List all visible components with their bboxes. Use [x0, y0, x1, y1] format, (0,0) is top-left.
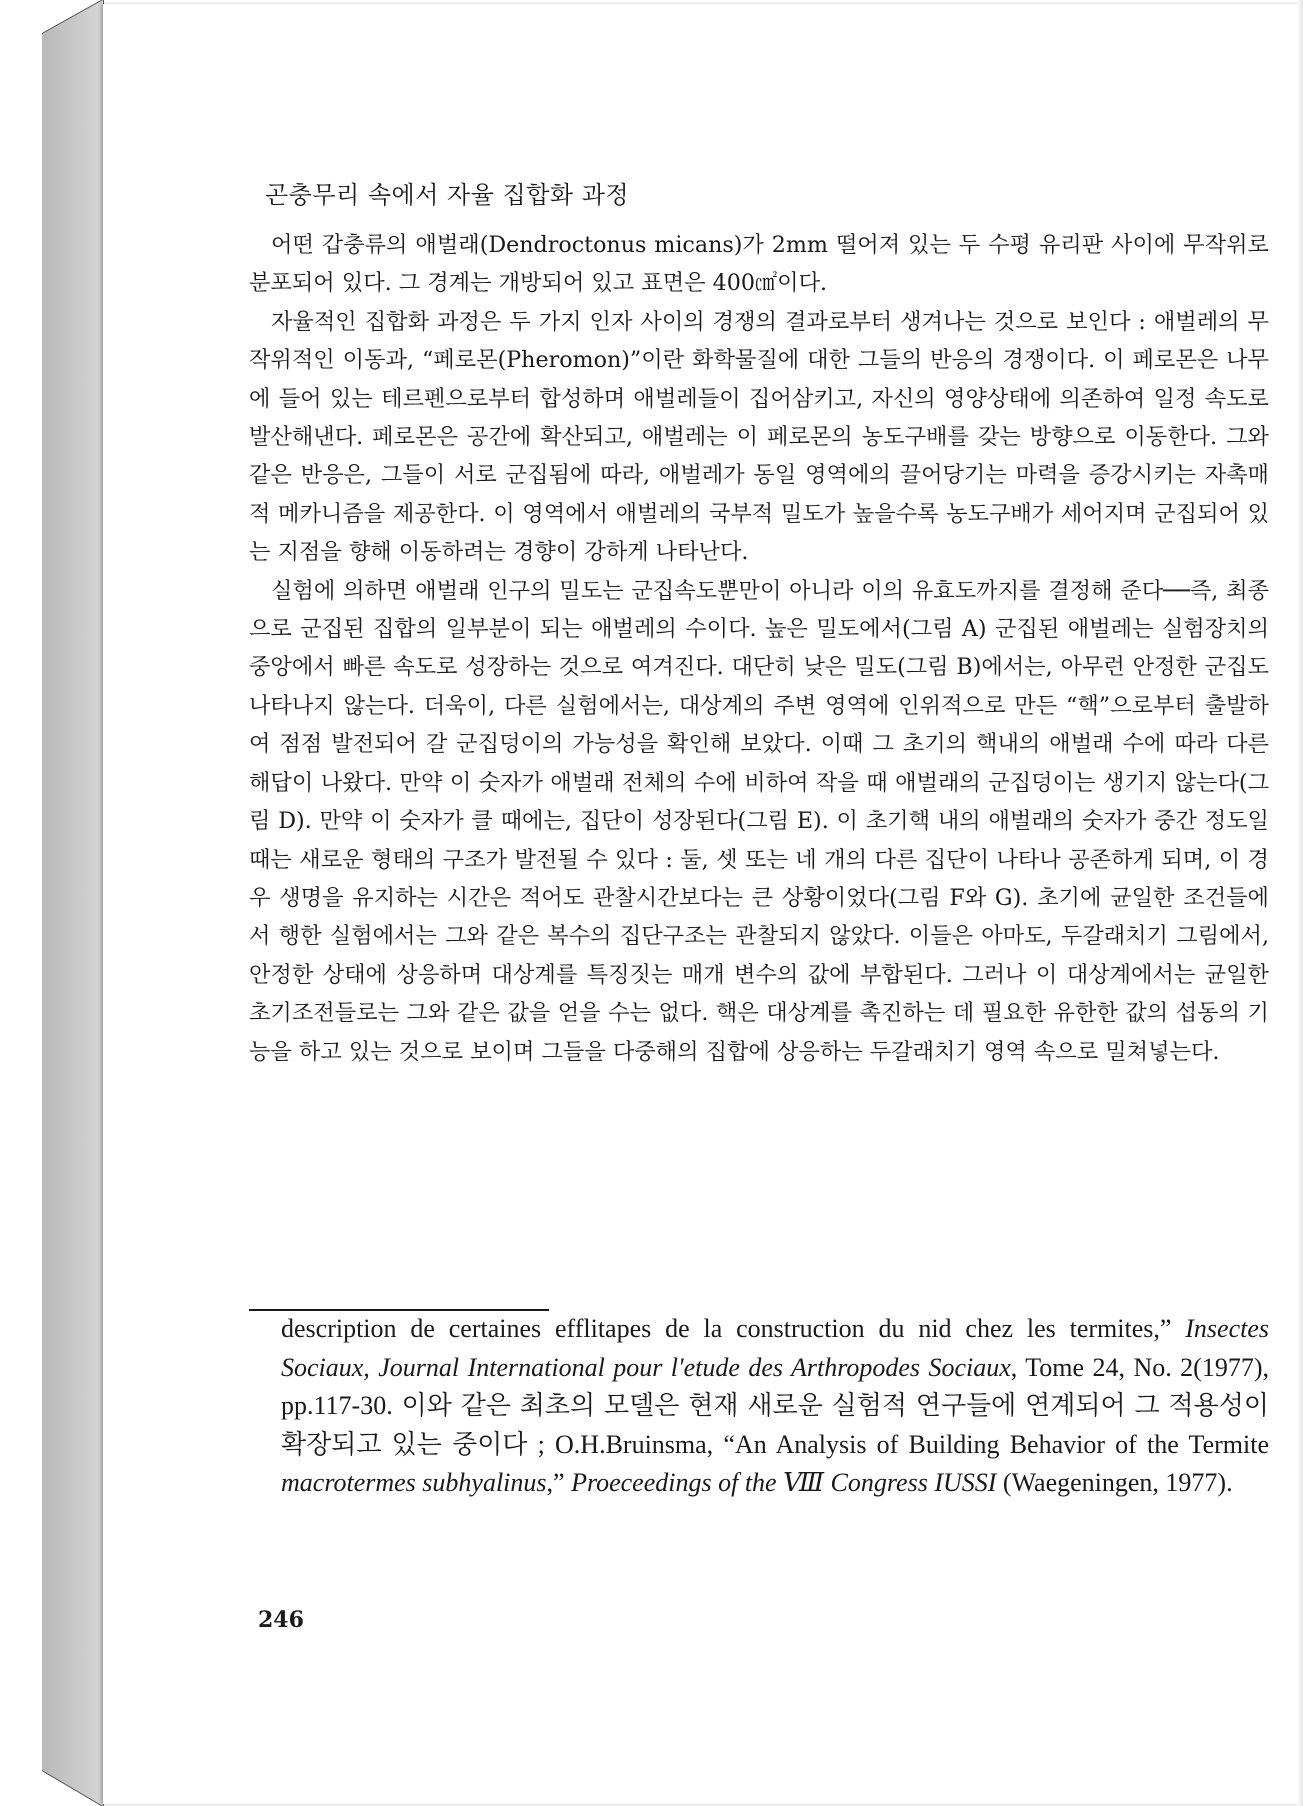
footnote-species-name: macrotermes subhyalinus [281, 1468, 547, 1497]
footnote-text: description de certaines efflitapes de la construction du nid chez les termites,” [281, 1314, 1186, 1343]
body-text [249, 226, 1269, 1071]
footnote [281, 1310, 1269, 1503]
page-content [103, 4, 1301, 1804]
footnote-journal-title: Insectes Sociaux, Journal International pour l'etude des Arthropodes Sociaux [281, 1314, 1269, 1382]
paragraph: 자율적인 집합화 과정은 두 가지 인자 사이의 경쟁의 결과로부터 생겨나는 것으로 보인다 : 애벌레의 무작위적인 이동과, “페로몬(Pheromon)”이란 화학물질에 대한 그들의 반응의 경쟁이다. 이 페로몬은 나무에 들어 있는 테르펜으로부터 합성하며 애벌레들이 집어삼키고, 자신의 영양상태에 의존하여 일정 속도로 발산해낸다. 페로몬은 공간에 확산되고, 애벌레는 이 페로몬의 농도구배를 갖는 방향으로 이동한다. 그와 같은 반응은, 그들이 서로 군집됨에 따라, 애벌레가 동일 영역에의 끌어당기는 마력을 증강시키는 자촉매적 메카니즘을 제공한다. 이 영역에서 애벌레의 국부적 밀도가 높을수록 농도구배가 세어지며 군집되어 있는 지점을 향해 이동하려는 경향이 강하게 나타난다. [249, 308, 1269, 566]
paragraph: 실험에 의하면 애벌래 인구의 밀도는 군집속도뿐만이 아니라 이의 유효도까지를 결정해 준다──즉, 최종으로 군집된 집합의 일부분이 되는 애벌레의 수이다. 높은 밀도에서(그림 A) 군집된 애벌레는 실험장치의 중앙에서 빠른 속도로 성장하는 것으로 여겨진다. 대단히 낮은 밀도(그림 B)에서는, 아무런 안정한 군집도 나타나지 않는다. 더욱이, 다른 실험에서는, 대상계의 주변 영역에 인위적으로 만든 “핵”으로부터 출발하여 점점 발전되어 갈 군집덩이의 가능성을 확인해 보았다. 이때 그 초기의 핵내의 애벌래 수에 따라 다른 해답이 나왔다. 만약 이 숫자가 애벌래 전체의 수에 비하여 작을 때 애벌래의 군집덩이는 생기지 않는다(그림 D). 만약 이 숫자가 클 때에는, 집단이 성장된다(그림 E). 이 초기핵 내의 애벌래의 숫자가 중간 정도일 때는 새로운 형태의 구조가 발전될 수 있다 : 둘, 셋 또는 네 개의 다른 집단이 나타나 공존하게 되며, 이 경우 생명을 유지하는 시간은 적어도 관찰시간보다는 큰 상황이었다(그림 F와 G). 초기에 균일한 조건들에서 행한 실험에서는 그와 같은 복수의 집단구조는 관찰되지 않았다. 이들은 아마도, 두갈래치기 그림에서, 안정한 상태에 상응하며 대상계를 특징짓는 매개 변수의 값에 부합된다. 그러나 이 대상계에서는 균일한 초기조전들로는 그와 같은 값을 얻을 수는 없다. 핵은 대상계를 촉진하는 데 필요한 유한한 값의 섭동의 기능을 하고 있는 것으로 보이며 그들을 다중해의 집합에 상응하는 두갈래치기 영역 속으로 밀쳐넣는다. [249, 577, 1269, 1065]
section-title: 곤충무리 속에서 자율 집합화 과정 [265, 181, 630, 209]
footnote-text: ,” [546, 1468, 572, 1497]
footnote-text: , Tome 24, No. 2(1977), pp.117-30. 이와 같은 최초의 모델은 현재 새로운 실험적 연구들에 연계되어 그 적용성이 확장되고 있는 중이다 ; O.H.Bruinsma, “An Analysis of Building Behavior of the Termite [281, 1352, 1270, 1459]
page-edge-shadow [1297, 0, 1303, 1806]
book-page [103, 4, 1301, 1804]
footnote-text: (Waegeningen, 1977). [996, 1468, 1233, 1497]
paragraph: 어떤 갑충류의 애벌래(Dendroctonus micans)가 2mm 떨어져 있는 두 수평 유리판 사이에 무작위로 분포되어 있다. 그 경계는 개방되어 있고 표면은 400㎠이다. [249, 232, 1269, 297]
footnote-proceedings-title: Proeceedings of the Ⅷ Congress IUSSI [571, 1468, 997, 1497]
page-number: 246 [258, 1607, 304, 1633]
book-spine [42, 0, 112, 1806]
